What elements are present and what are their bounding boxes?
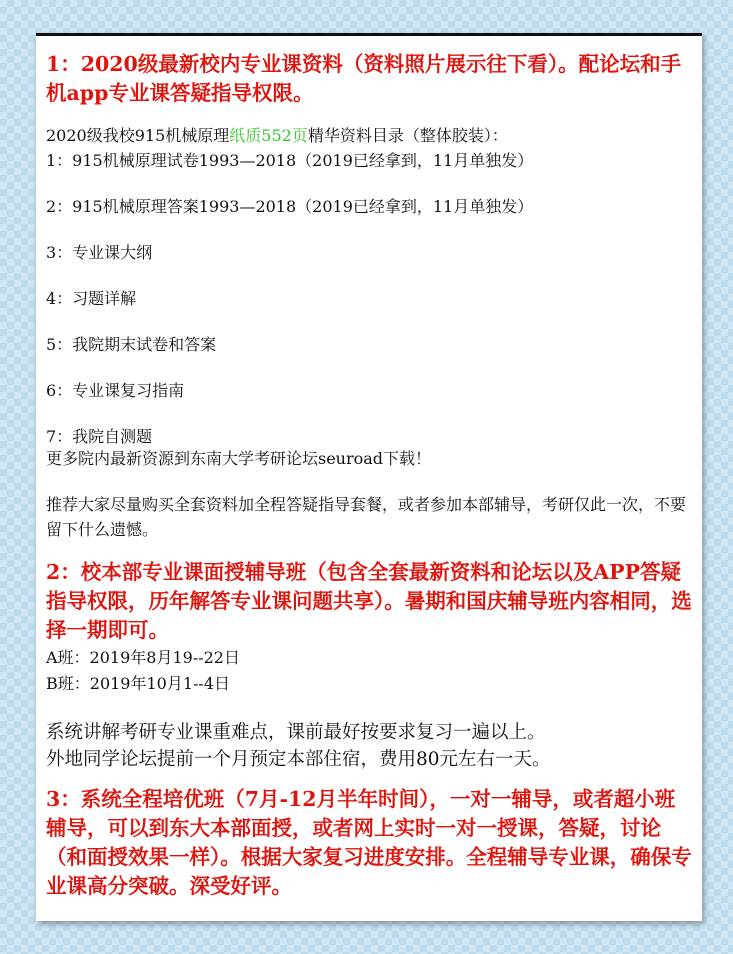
recommend-text: 推荐大家尽量购买全套资料加全程答疑指导套餐，或者参加本部辅导，考研仅此一次，不要留下什么遗憾。 bbox=[46, 495, 687, 539]
catalog-item: 3：专业课大纲 bbox=[46, 243, 153, 262]
catalog-item: 2：915机械原理答案1993—2018（2019已经拿到，11月单独发） bbox=[46, 197, 534, 216]
document-content bbox=[46, 50, 694, 901]
catalog-item: 1：915机械原理试卷1993—2018（2019已经拿到，11月单独发） bbox=[46, 151, 534, 170]
catalog-title bbox=[46, 125, 694, 147]
catalog-suffix: 精华资料目录（整体胶装）： bbox=[307, 126, 508, 145]
section2-heading: 2：校本部专业课面授辅导班（包含全套最新资料和论坛以及APP答疑指导权限，历年解答专业课问题共享）。暑期和国庆辅导班内容相同，选择一期即可。 bbox=[46, 560, 692, 642]
section1-heading: 1：2020级最新校内专业课资料（资料照片展示往下看）。配论坛和手机app专业课答疑指导权限。 bbox=[46, 52, 682, 105]
catalog-item: 6：专业课复习指南 bbox=[46, 381, 185, 400]
document-card bbox=[36, 33, 702, 921]
catalog-item: 4：习题详解 bbox=[46, 289, 137, 308]
catalog-item: 7：我院自测题 bbox=[46, 427, 153, 446]
section3-heading: 3：系统全程培优班（7月-12月半年时间），一对一辅导，或者超小班辅导，可以到东大本部面授，或者网上实时一对一授课，答疑，讨论（和面授效果一样）。根据大家复习进度安排。全程辅导专业课，确保专业课高分突破。深受好评。 bbox=[46, 787, 692, 898]
more-resources-text: 更多院内最新资源到东南大学考研论坛seuroad下载！ bbox=[46, 449, 432, 468]
section2-note: 外地同学论坛提前一个月预定本部住宿，费用80元左右一天。 bbox=[46, 749, 551, 770]
catalog-item: 5：我院期末试卷和答案 bbox=[46, 335, 217, 354]
catalog-highlight: 纸质552页 bbox=[229, 126, 308, 145]
class-a-schedule: A班：2019年8月19--22日 bbox=[46, 648, 240, 667]
class-b-schedule: B班：2019年10月1--4日 bbox=[46, 674, 231, 693]
section2-note: 系统讲解考研专业课重难点，课前最好按要求复习一遍以上。 bbox=[46, 722, 546, 743]
catalog-prefix: 2020级我校915机械原理 bbox=[46, 126, 230, 145]
